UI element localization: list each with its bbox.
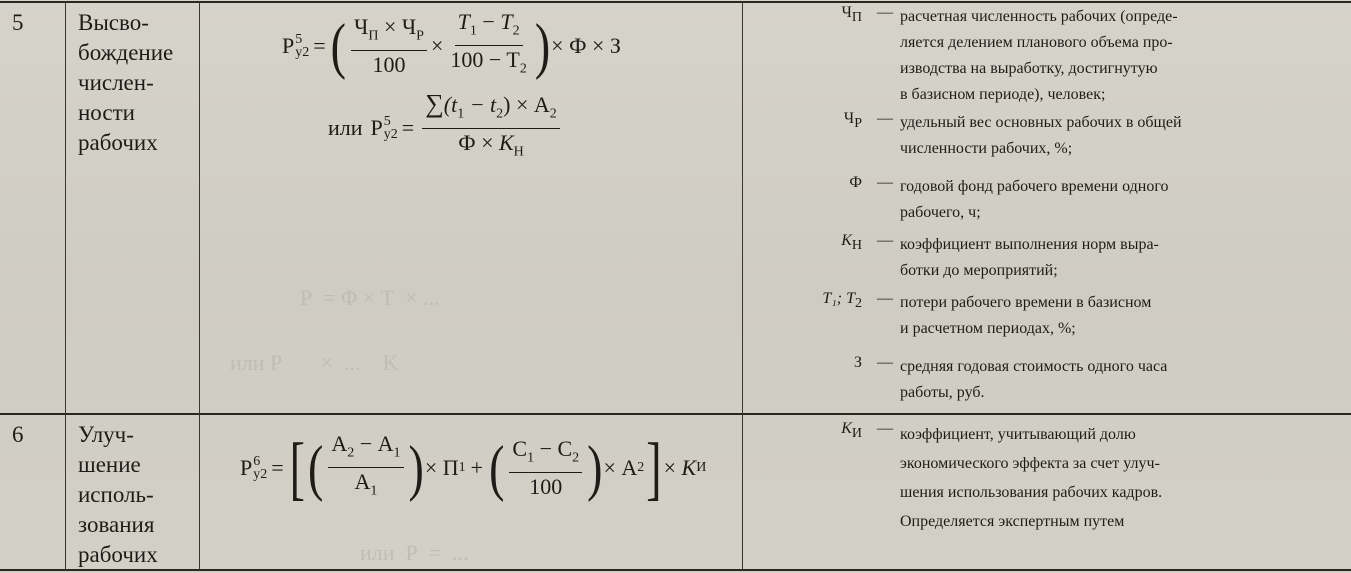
row-number: 6 (12, 422, 24, 447)
formula-alternative: или Р 5 у2 = $\frac{\sum(t_1 - t_2) \times А_2}{Ф \times K_Н}$ (328, 92, 564, 165)
definition-item: $Ч_Р$ — удельный вес основных рабочих в общей численности рабочих, %; (843, 110, 1182, 157)
column-divider (199, 2, 200, 570)
row-title: Высво- бождение числен- ности рабочих (78, 10, 174, 155)
column-divider (742, 2, 743, 570)
definition-item: $K_И$ — коэффициент, учитывающий долю экономического эффекта за счет улуч- шения использования рабочих кадров. Определяется экспертным путем (841, 420, 1163, 530)
definition-item: T₁; $T_2$ — потери рабочего времени в базисном и расчетном периодах, %; (822, 290, 1152, 337)
definition-item: $K_Н$ — коэффициент выполнения норм выра- ботки до мероприятий; (841, 232, 1159, 279)
fraction: $\frac{С_1 - С_2}{100}$ (509, 437, 582, 499)
show-through-text: Р = Φ × Т × ... (300, 285, 440, 310)
definition-item: З — средняя годовая стоимость одного часа работы, руб. (853, 354, 1168, 401)
formula-main: Р 5 у2 = ( $\frac{Ч_П \times Ч_Р}{100}$ × $\frac{T_1 - T_2}{100 - T_2}$ ) × Ф × З (282, 10, 621, 82)
table-top-rule (0, 1, 1351, 3)
table-bottom-rule (0, 569, 1351, 571)
definition-item: $Ч_П$ — расчетная численность рабочих (опреде- ляется делением планового объема про- изводства на выработку, достигнутую в базисном периоде), человек; (841, 4, 1178, 103)
show-through-text: или Р × ... K (230, 350, 399, 375)
fraction: $\frac{\sum(t_1 - t_2) \times А_2}{Ф \times K_Н}$ (422, 92, 560, 165)
row-number: 5 (12, 10, 24, 35)
show-through-text: или Р = ... (360, 540, 469, 565)
fraction: $\frac{T_1 - T_2}{100 - T_2}$ (450, 9, 527, 77)
fraction: $\frac{А_2 - А_1}{А_1}$ (328, 432, 403, 504)
definition-item: Ф — годовой фонд рабочего времени одного рабочего, ч; (849, 174, 1169, 221)
fraction: $\frac{Ч_П \times Ч_Р}{100}$ (351, 15, 427, 77)
row-title: Улуч- шение исполь- зования рабочих (78, 422, 158, 567)
column-divider (65, 2, 66, 570)
row-divider (0, 413, 1351, 415)
formula-main: Р 6 у2 = [ ( $\frac{А_2 - А_1}{А_1}$ ) × П 1 + ( $\frac{С_1 - С_2}{100}$ ) × А 2 ] × K И (240, 427, 707, 507)
